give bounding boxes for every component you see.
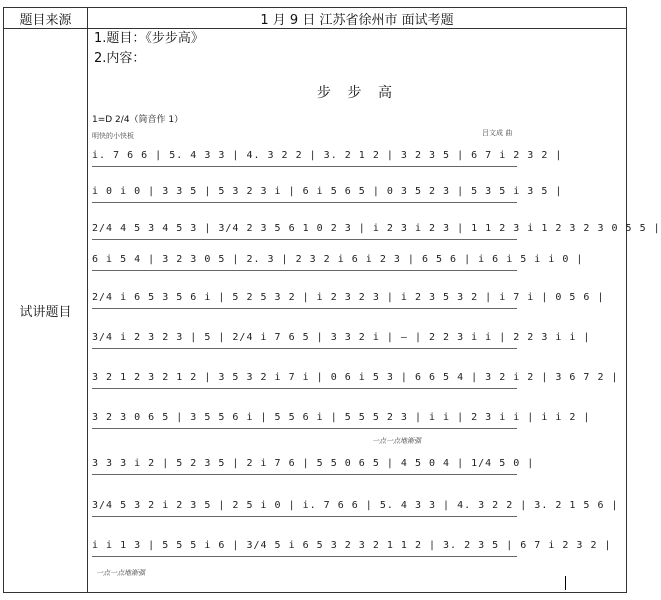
song-title: 步 步 高 [317,85,398,101]
source-value: 1 月 9 日 江苏省徐州市 面试考题 [260,12,454,28]
notation-line: i i 1 3 | 5 5 5 i 6 | 3/4 5 i 6 5 3 2 3 2 1 1 2 | 3. 2 3 5 | 6 7 i 2 3 2 | [92,540,517,560]
notation-line: 3/4 5 3 2 i 2 3 5 | 2 5 i 0 | i. 7 6 6 | 5. 4 3 3 | 4. 3 2 2 | 3. 2 1 5 6 | [92,500,517,520]
text-cursor [565,576,566,590]
crescendo-annotation-1: 一点一点地渐强 [372,437,421,445]
notation-line: 3 3 3 i 2 | 5 2 3 5 | 2 i 7 6 | 5 5 0 6 5 | 4 5 0 4 | 1/4 5 0 | [92,458,517,478]
notation-line: i 0 i 0 | 3 3 5 | 5 3 2 3 i | 6 i 5 6 5 | 0 3 5 2 3 | 5 3 5 i 3 5 | [92,186,517,206]
notation-line: 2/4 4 5 3 4 5 3 | 3/4 2 3 5 6 1 0 2 3 | i 2 3 i 2 3 | 1 1 2 3 i 1 2 3 2 3 0 5 5 | [92,223,517,243]
item-title: 1.题目：《步步高》 [94,31,204,46]
notation-line: 6 i 5 4 | 3 2 3 0 5 | 2. 3 | 2 3 2 i 6 i 2 3 | 6 5 6 | i 6 i 5 i i 0 | [92,254,517,274]
tempo-marking: 明快的小快板 [92,132,134,140]
topic-label: 试讲题目 [19,305,72,320]
source-value-cell [88,8,627,29]
notation-line: i. 7 6 6 | 5. 4 3 3 | 4. 3 2 2 | 3. 2 1 2 | 3 2 3 5 | 6 7 i 2 3 2 | [92,150,517,170]
notation-line: 3/4 i 2 3 2 3 | 5 | 2/4 i 7 6 5 | 3 3 2 i | — | 2 2 3 i i | 2 2 3 i i | [92,332,517,352]
composer-credit: 吕文成 曲 [482,129,513,137]
key-signature: 1=D 2/4（筒音作 1） [92,115,184,125]
topic-label-cell [4,29,88,593]
source-label: 题目来源 [19,12,72,28]
notation-line: 3 2 1 2 3 2 1 2 | 3 5 3 2 i 7 i | 0 6 i 5 3 | 6 6 5 4 | 3 2 i 2 | 3 6 7 2 | [92,372,517,392]
source-label-cell [4,8,88,29]
item-content: 2.内容： [94,51,146,66]
notation-line: 2/4 i 6 5 3 5 6 i | 5 2 5 3 2 | i 2 3 2 3 | i 2 3 5 3 2 | i 7 i | 0 5 6 | [92,292,517,312]
notation-line: 3 2 3 0 6 5 | 3 5 5 6 i | 5 5 6 i | 5 5 5 2 3 | i i | 2 3 i i | i i 2 | [92,412,517,432]
crescendo-annotation-2: 一点一点地渐强 [96,569,145,577]
